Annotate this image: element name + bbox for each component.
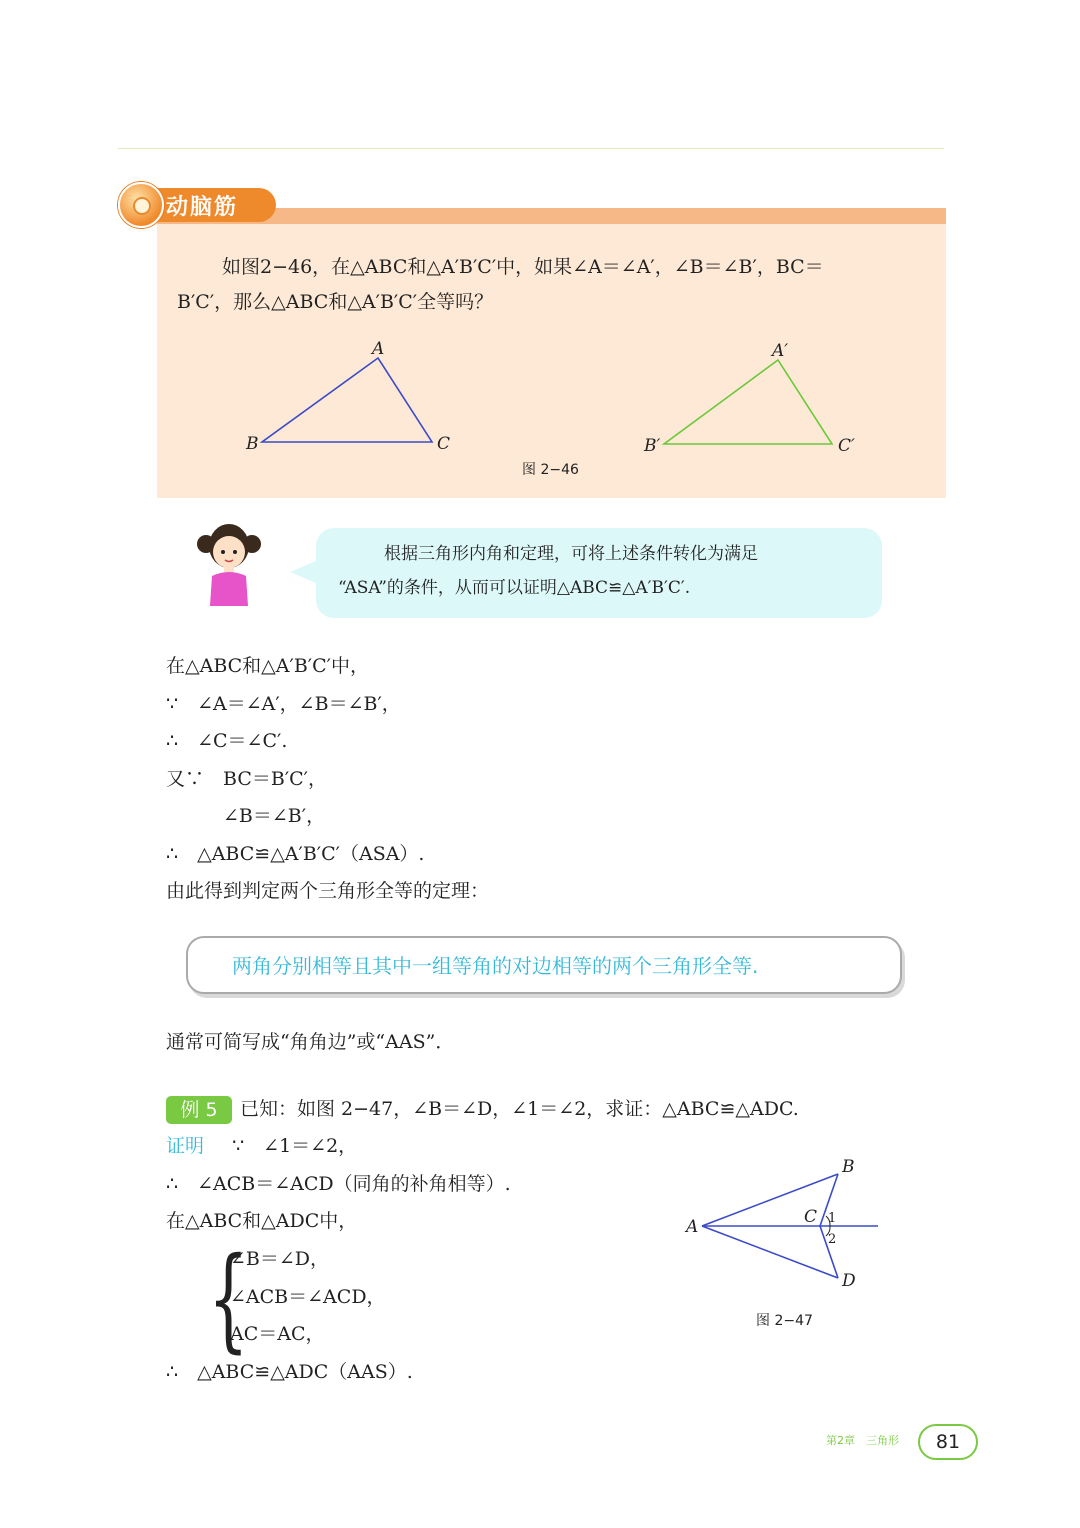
proof1-line4: 又∵ BC＝B′C′， — [166, 768, 327, 790]
footer-chapter: 第2章 三角形 — [826, 1434, 899, 1447]
abbrev-text: 通常可简写成“角角边”或“AAS”． — [166, 1031, 455, 1053]
proof2-line2: ∴ ∠ACB＝∠ACD（同角的补角相等）. — [166, 1173, 511, 1195]
question-line1: 如图2−46，在△ABC和△A′B′C′中，如果∠A＝∠A′，∠B＝∠B′，BC＝ — [222, 256, 824, 278]
proof2-conclusion: ∴ △ABC≌△ADC（AAS）. — [166, 1361, 413, 1383]
label-angle2: 2 — [828, 1232, 837, 1247]
figure-2-46-caption: 图 2−46 — [522, 462, 579, 478]
hint-bubble — [316, 528, 882, 618]
example-statement: 已知：如图 2−47，∠B＝∠D，∠1＝∠2，求证：△ABC≌△ADC. — [240, 1098, 799, 1120]
system-line3: AC＝AC， — [230, 1323, 325, 1345]
triangle-abc-prime — [664, 360, 832, 444]
proof1-line7: 由此得到判定两个三角形全等的定理： — [166, 880, 490, 902]
label-angle1: 1 — [828, 1211, 837, 1226]
page-number: 81 — [918, 1424, 978, 1460]
theorem-text: 两角分别相等且其中一组等角的对边相等的两个三角形全等. — [232, 954, 759, 978]
proof1-line3: ∴ ∠C＝∠C′. — [166, 730, 288, 752]
example-tag: 例 5 — [166, 1096, 232, 1124]
label-C2: C — [804, 1207, 818, 1227]
proof1-line1: 在△ABC和△A′B′C′中， — [166, 655, 369, 677]
proof1-line5: ∠B＝∠B′， — [166, 805, 326, 827]
label-A-prime: A′ — [772, 341, 789, 361]
label-C-prime: C′ — [838, 436, 855, 456]
triangle-abc — [262, 358, 432, 442]
line-AB — [702, 1174, 838, 1226]
line-AD — [702, 1226, 838, 1278]
figure-2-46 — [0, 0, 1080, 520]
figure-2-47 — [660, 1150, 900, 1300]
proof2-line3: 在△ABC和△ADC中， — [166, 1210, 358, 1232]
proof-label: 证明 — [166, 1135, 205, 1157]
label-B-prime: B′ — [644, 436, 661, 456]
label-D2: D — [842, 1271, 856, 1291]
label-A2: A — [686, 1217, 699, 1237]
hint-line2: “ASA”的条件，从而可以证明△ABC≌△A′B′C′. — [338, 578, 691, 598]
proof2-first: ∵ ∠1＝∠2， — [232, 1135, 358, 1157]
proof1-line6: ∴ △ABC≌△A′B′C′（ASA）. — [166, 843, 425, 865]
proof1-line2: ∵ ∠A＝∠A′，∠B＝∠B′， — [166, 693, 401, 715]
system-line2: ∠ACB＝∠ACD， — [230, 1286, 386, 1308]
girl-avatar — [196, 520, 262, 606]
section-title: 动脑筋 — [166, 195, 239, 220]
system-brace: { — [208, 1235, 249, 1365]
hint-line1: 根据三角形内角和定理，可将上述条件转化为满足 — [384, 544, 758, 564]
bubble-tail — [290, 560, 318, 584]
theorem-box — [186, 936, 902, 994]
label-A: A — [372, 339, 385, 359]
figure-2-47-caption: 图 2−47 — [756, 1313, 813, 1329]
label-B2: B — [842, 1157, 855, 1177]
question-line2: B′C′，那么△ABC和△A′B′C′全等吗？ — [177, 291, 494, 313]
system-line1: ∠B＝∠D， — [230, 1248, 330, 1270]
label-B: B — [246, 434, 259, 454]
proof2-line1 — [166, 1128, 357, 1164]
label-C: C — [437, 434, 451, 454]
